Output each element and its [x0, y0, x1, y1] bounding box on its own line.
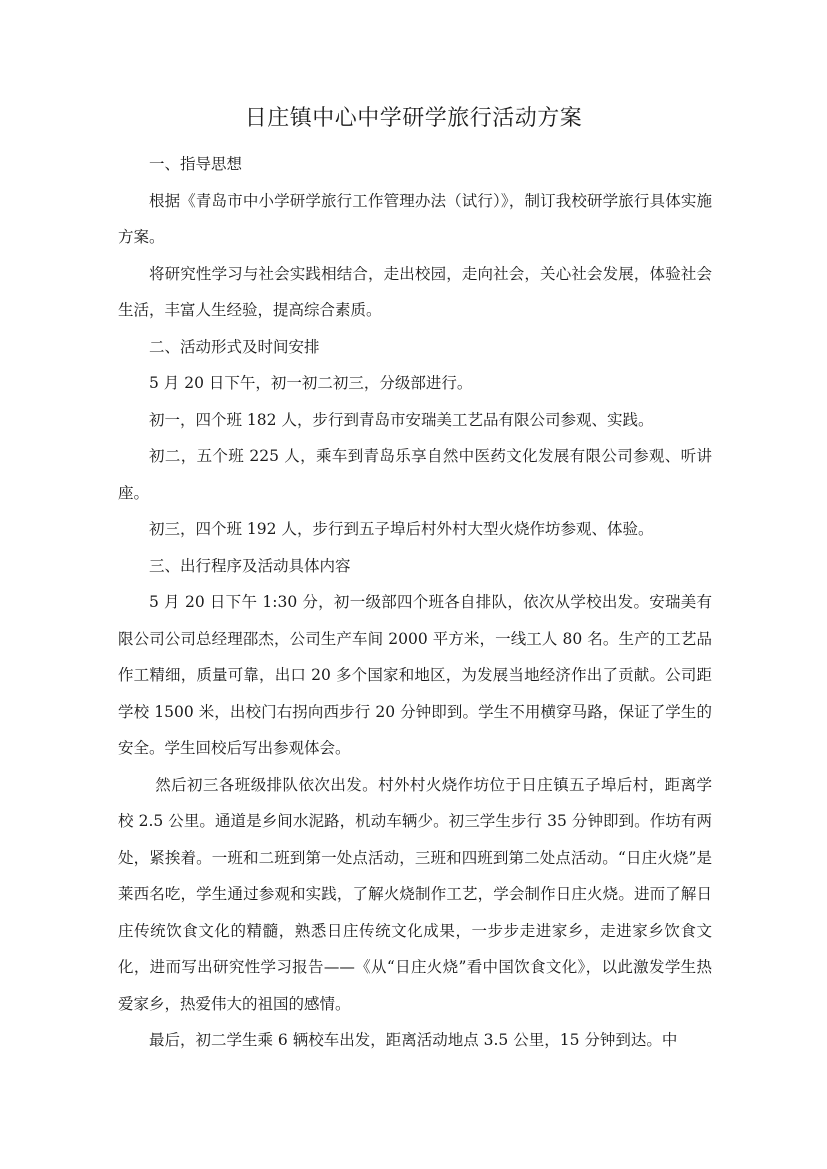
document-title: 日庄镇中心中学研学旅行活动方案 [244, 106, 583, 131]
section-heading: 二、活动形式及时间安排 [149, 337, 320, 356]
section-heading: 三、出行程序及活动具体内容 [149, 556, 351, 575]
paragraph: 初二，五个班 225 人，乘车到青岛乐享自然中医药文化发展有限公司参观、听讲座。 [118, 447, 712, 502]
paragraph: 5 月 20 日下午，初一初二初三，分级部进行。 [149, 374, 473, 392]
document-body [118, 146, 712, 1059]
paragraph: 最后，初二学生乘 6 辆校车出发，距离活动地点 3.5 公里，15 分钟到达。中 [149, 1031, 678, 1049]
section-heading: 一、指导思想 [149, 155, 243, 173]
paragraph: 然后初三各班级排队依次出发。村外村火烧作坊位于日庄镇五子埠后村，距离学校 2.5 公里。通道是乡间水泥路，机动车辆少。初三学生步行 35 分钟即到。作坊有两处，紧挨着。一班和二班到第一处点活动，三班和四班到第二处点活动。“日庄火烧”是莱西名吃，学生通过参观和实践，了解火烧制作工艺，学会制作日庄火烧。进而了解日庄传统饮食文化的精髓，熟悉日庄传统文化成果，一步步走进家乡，走进家乡饮食文化，进而写出研究性学习报告——《从“日庄火烧”看中国饮食文化》，以此激发学生热爱家乡，热爱伟大的祖国的感情。 [118, 775, 712, 1013]
paragraph: 初三，四个班 192 人，步行到五子埠后村外村大型火烧作坊参观、体验。 [149, 520, 654, 538]
paragraph: 5 月 20 日下午 1:30 分，初一级部四个班各自排队，依次从学校出发。安瑞美有限公司公司总经理邵杰，公司生产车间 2000 平方米，一线工人 80 名。生产的工艺品作工精细，质量可靠，出口 20 多个国家和地区，为发展当地经济作出了贡献。公司距学校 1500 米，出校门右拐向西步行 20 分钟即到。学生不用横穿马路，保证了学生的安全。学生回校后写出参观体会。 [118, 593, 712, 757]
paragraph: 将研究性学习与社会实践相结合，走出校园，走向社会，关心社会发展，体验社会生活，丰富人生经验，提高综合素质。 [118, 264, 712, 319]
paragraph: 根据《青岛市中小学研学旅行工作管理办法（试行）》，制订我校研学旅行具体实施方案。 [118, 191, 712, 246]
paragraph: 初一，四个班 182 人，步行到青岛市安瑞美工艺品有限公司参观、实践。 [149, 410, 654, 429]
